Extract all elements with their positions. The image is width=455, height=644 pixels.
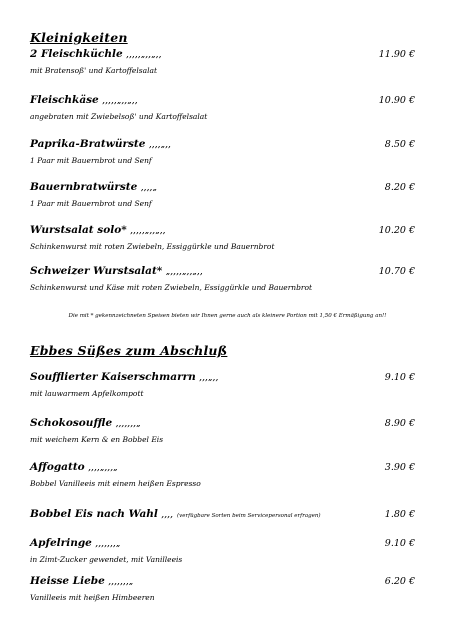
item-dots: ,,,,,,,„ [95, 539, 121, 548]
item-name: Bobbel Eis nach Wahl [30, 508, 158, 520]
item-description: mit lauwarmem Apfelkompott [30, 389, 144, 398]
section-title-kleinigkeiten: Kleinigkeiten [30, 30, 128, 45]
item-dots: ,,,,,,,„ [115, 419, 141, 428]
item-dots: ,,,,„,, [149, 140, 172, 149]
menu-item [30, 371, 415, 398]
item-dots: ,,,,,,,„ [108, 577, 134, 586]
item-note: (verfügbare Sorten beim Servicepersonal erfragen) [176, 513, 321, 519]
item-price: 9.10 € [384, 372, 415, 383]
item-name: Paprika-Bratwürste [30, 138, 146, 150]
item-name: Heisse Liebe [30, 575, 105, 587]
item-price: 10.70 € [378, 266, 415, 277]
item-price: 8.20 € [384, 182, 415, 193]
item-description: angebraten mit Zwiebelsoß' und Kartoffelsalat [30, 112, 208, 121]
item-name: Affogatto [30, 461, 85, 473]
menu-item [30, 224, 415, 251]
item-name: Fleischkäse [30, 94, 99, 106]
item-price: 10.90 € [378, 95, 415, 106]
item-name: Schokosouffle [30, 417, 113, 429]
menu-item [30, 417, 415, 444]
menu-item [30, 94, 415, 121]
item-dots: „,,,,„,,„,, [165, 267, 204, 276]
item-name: Apfelringe [30, 537, 92, 549]
item-price: 3.90 € [384, 462, 415, 473]
item-name: Schweizer Wurstsalat* [30, 265, 163, 277]
item-description: Schinkenwurst und Käse mit roten Zwiebeln, Essiggürkle und Bauernbrot [30, 283, 313, 292]
item-description: Bobbel Vanilleeis mit einem heißen Espresso [30, 479, 201, 488]
item-price: 6.20 € [384, 576, 415, 587]
item-dots: ,,,,,„,,„,, [126, 50, 162, 59]
menu-item [30, 265, 415, 292]
item-price: 9.10 € [384, 538, 415, 549]
menu-item [30, 575, 415, 602]
item-name: Soufflierter Kaiserschmarrn [30, 371, 196, 383]
menu-item [30, 48, 415, 75]
item-price: 11.90 € [378, 49, 415, 60]
item-description: 1 Paar mit Bauernbrot und Senf [30, 156, 152, 165]
menu-item [30, 138, 415, 165]
item-price: 8.50 € [384, 139, 415, 150]
item-name: 2 Fleischküchle [30, 48, 123, 60]
item-name: Bauernbratwürste [30, 181, 138, 193]
item-price: 1.80 € [384, 509, 415, 520]
item-description: Vanilleeis mit heißen Himbeeren [30, 593, 155, 602]
item-price: 8.90 € [384, 418, 415, 429]
menu-item [30, 537, 415, 564]
menu-item [30, 461, 415, 488]
item-dots: ,,,,„ [141, 183, 158, 192]
item-price: 10.20 € [378, 225, 415, 236]
section-title-dessert: Ebbes Süßes zum Abschluß [30, 343, 228, 358]
item-description: mit weichem Kern & en Bobbel Eis [30, 435, 164, 444]
item-dots: ,,,,,„,,„,, [130, 226, 166, 235]
item-description: 1 Paar mit Bauernbrot und Senf [30, 199, 152, 208]
item-description: mit Bratensoß' und Kartoffelsalat [30, 66, 157, 75]
menu-item [30, 508, 415, 522]
item-description: Schinkenwurst mit roten Zwiebeln, Essiggürkle und Bauernbrot [30, 242, 275, 251]
menu-item [30, 181, 415, 208]
item-dots: ,,,„,, [199, 373, 219, 382]
item-name: Wurstsalat solo* [30, 224, 127, 236]
portion-footnote: Die mit * gekennzeichneten Speisen bieten wir Ihnen gerne auch als kleinere Portion mit 1,50 € Ermäßigung an!! [68, 313, 387, 319]
item-dots: ,,,,„,,,„ [88, 463, 118, 472]
item-dots: ,,,, [161, 510, 174, 519]
item-dots: ,,,,,„,,„,, [102, 96, 138, 105]
item-description: in Zimt-Zucker gewendet, mit Vanilleeis [30, 555, 183, 564]
